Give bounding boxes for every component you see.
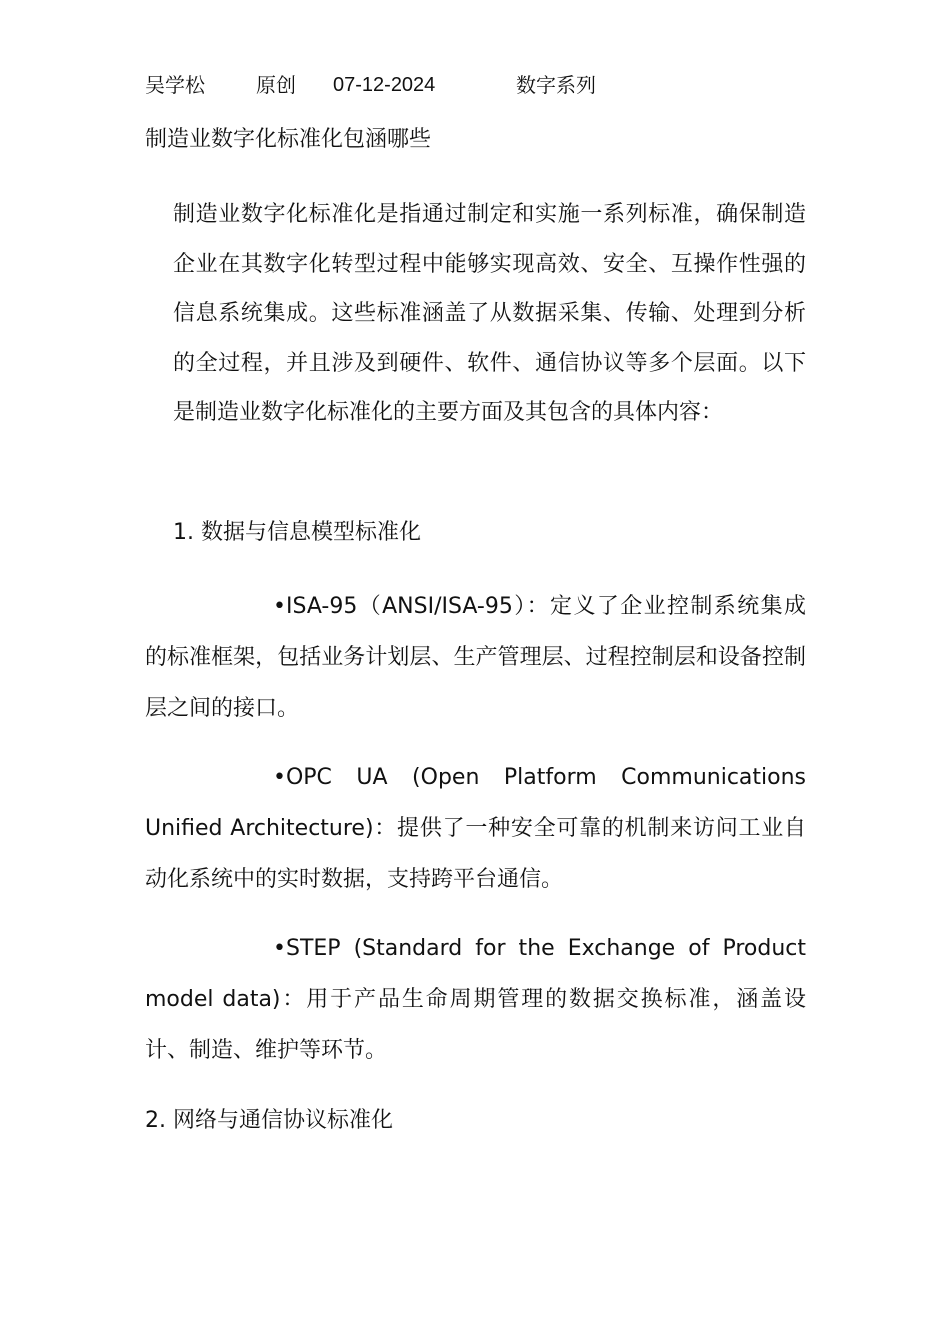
section-heading-2: 2. 网络与通信协议标准化 [145, 1108, 393, 1133]
article-type: 原创 [256, 73, 296, 97]
bullet-step: •STEP (Standard for the Exchange of Product model data)：用于产品生命周期管理的数据交换标准，涵盖设计、制造、维护等环节。 [145, 936, 806, 1063]
publish-date: 07-12-2024 [333, 74, 436, 96]
intro-paragraph: 制造业数字化标准化是指通过制定和实施一系列标准，确保制造企业在其数字化转型过程中能够实现高效、安全、互操作性强的信息系统集成。这些标准涵盖了从数据采集、传输、处理到分析的全过程，并且涉及到硬件、软件、通信协议等多个层面。以下是制造业数字化标准化的主要方面及其包含的具体内容： [173, 202, 806, 425]
document-title: 制造业数字化标准化包涵哪些 [145, 127, 432, 152]
section-heading-1: 1. 数据与信息模型标准化 [173, 520, 421, 545]
author-name: 吴学松 [145, 73, 205, 97]
bullet-isa95: •ISA-95（ANSI/ISA-95）：定义了企业控制系统集成的标准框架，包括业务计划层、生产管理层、过程控制层和设备控制层之间的接口。 [145, 594, 806, 721]
bullet-opc-ua: •OPC UA (Open Platform Communications Unified Architecture)：提供了一种安全可靠的机制来访问工业自动化系统中的实时数据，支持跨平台通信。 [145, 765, 806, 892]
series-name: 数字系列 [516, 73, 596, 97]
